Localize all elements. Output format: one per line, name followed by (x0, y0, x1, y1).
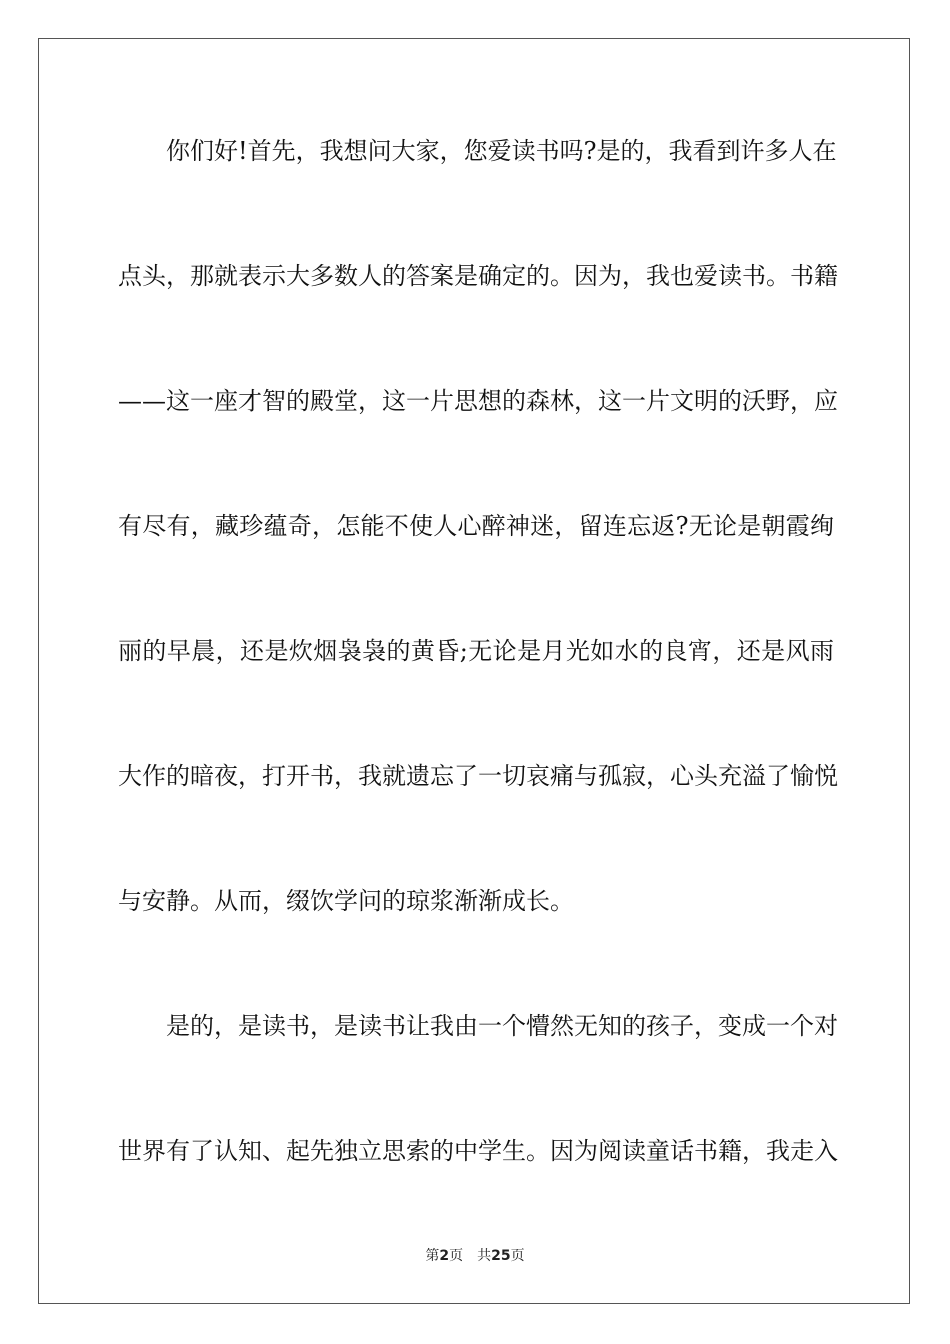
paragraph-1-line-2: 点头，那就表示大多数人的答案是确定的。因为，我也爱读书。书籍 (118, 262, 838, 290)
total-suffix: 页 (510, 1248, 525, 1264)
paragraph-1-line-5: 丽的早晨，还是炊烟袅袅的黄昏;无论是月光如水的良宵，还是风雨 (118, 637, 834, 665)
paragraph-1-line-4: 有尽有，藏珍蕴奇，怎能不使人心醉神迷，留连忘返?无论是朝霞绚 (118, 512, 834, 540)
paragraph-2-line-2: 世界有了认知、起先独立思索的中学生。因为阅读童话书籍，我走入 (118, 1137, 838, 1165)
page-suffix: 页 (449, 1248, 464, 1264)
paragraph-2-line-1: 是的，是读书，是读书让我由一个懵然无知的孩子，变成一个对 (166, 1012, 838, 1040)
total-prefix: 共 (477, 1248, 492, 1264)
paragraph-1-line-6: 大作的暗夜，打开书，我就遗忘了一切哀痛与孤寂，心头充溢了愉悦 (118, 762, 838, 790)
page-prefix: 第 (425, 1248, 440, 1264)
paragraph-1-line-7: 与安静。从而，缀饮学问的琼浆渐渐成长。 (118, 887, 574, 915)
paragraph-1-line-3: ——这一座才智的殿堂，这一片思想的森林，这一片文明的沃野，应 (118, 387, 838, 415)
document-body (118, 118, 838, 1243)
page-total: 25 (491, 1248, 511, 1264)
page-footer (0, 1245, 950, 1265)
page-current: 2 (439, 1248, 450, 1264)
paragraph-1-line-1: 你们好!首先，我想问大家，您爱读书吗?是的，我看到许多人在 (166, 137, 837, 165)
